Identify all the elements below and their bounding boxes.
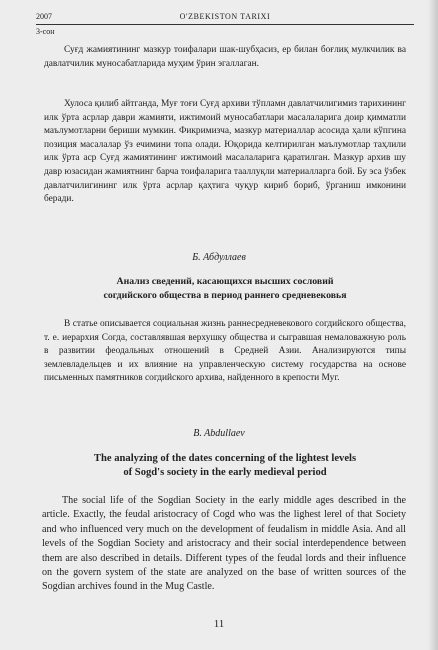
- header-rule: [36, 24, 414, 25]
- russian-title-line-2: согдийского общества в период раннего средневековья: [103, 290, 347, 301]
- russian-abstract-text: В статье описывается социальная жизнь раннесредневекового согдийского общества, т. е. иерархия Согда, составлявшая верхушку общества и сыгравшая немаловажную роль в развитии феодальных отношений в Средней Азии. Анализируются типы землевладельцев и их влияние на управленческую систему государства на основе письменных памятников согдийского архива, найденного в крепости Муг.: [44, 319, 406, 384]
- header-issue: 3-сон: [36, 27, 55, 36]
- english-title-line-2: of Sogd's society in the early medieval period: [123, 467, 327, 478]
- header-journal-title: O'ZBEKISTON TARIXI: [179, 12, 271, 21]
- running-head: [36, 12, 414, 24]
- english-abstract-text: The social life of the Sogdian Society in the early middle ages described in the article. Exactly, the feudal aristocracy of Cogd who was the lighest lerel of that Society and who influenced very much on the development of feudalism in middle Asia. And all levels of the Sogdian Society and aristocracy and their social interdependence between them are also described in details. Different types of the feudal lords and their influence on the govern system of the state are analyzed on the base of written sources of the Sogdian archives found in the Mug Castle.: [42, 495, 406, 593]
- english-author-signature: B. Abdullaev: [193, 428, 245, 439]
- page-gutter-shadow: [428, 0, 438, 650]
- russian-title-line-1: Анализ сведений, касающихся высших сословий: [116, 276, 334, 287]
- header-year: 2007: [36, 12, 52, 21]
- english-abstract-title: [40, 452, 410, 480]
- uzbek-paragraph-1: Суғд жамиятининг мазкур тоифалари шак-шубҳасиз, ер билан боғлиқ мулкчилик ва давлатчилик муносабатларида муҳим ўрин эгаллаган.: [44, 45, 406, 69]
- uzbek-paragraph-2: Хулоса қилиб айтганда, Муғ тоғи Суғд архиви тўпламн давлатчилигимиз тарихининг илк ўрта асрлар даври жамияти, ижтимоий муносабатлари масалаларига доир қимматли маълумотларни бериши мумкин. Фикримизча, мазкур материаллар асосида ҳали кўпгина позиция масалалар ўз ечимини топа олади. Юқорида келтирилган маълумотлар таҳлили илк ўрта аср Суғд жамиятининг ижтимоий масалаларига қаратилган. Мазкур архив шу давр юзасидан жамиятнинг барча тоифаларига тааллуқли материалларга бой. Бу эса ўзбек давлатчилигининг илк ўрта асрлар қаҳтига чуқур кириб бориб, ўрганиш имконини беради.: [44, 99, 406, 205]
- russian-author-signature: Б. Абдуллаев: [192, 252, 246, 263]
- english-title-line-1: The analyzing of the dates concerning of the lightest levels: [93, 453, 357, 464]
- page-number: 11: [213, 618, 225, 630]
- russian-abstract-title: [40, 275, 410, 303]
